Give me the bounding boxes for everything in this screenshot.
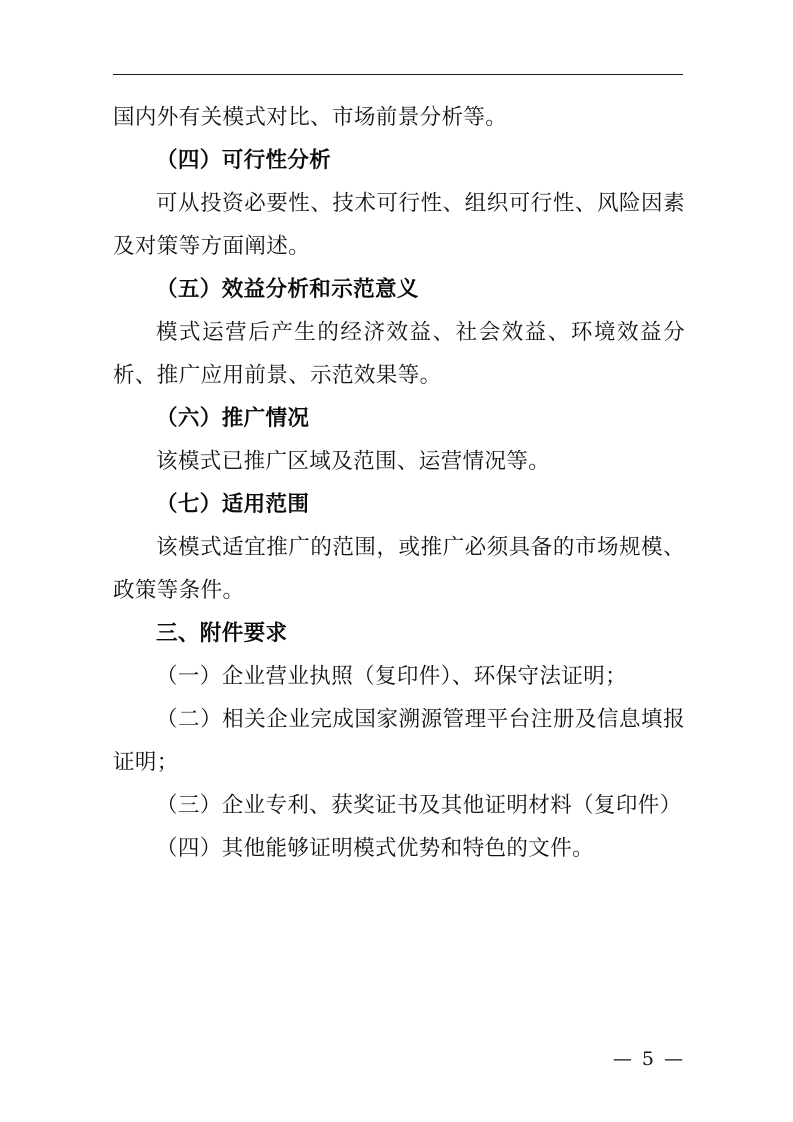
paragraph-attachment-item-2: （二）相关企业完成国家溯源管理平台注册及信息填报证明； — [113, 707, 685, 775]
paragraph-section-4: 可从投资必要性、技术可行性、组织可行性、风险因素及对策等方面阐述。 — [113, 191, 685, 259]
paragraph-section-5: 模式运营后产生的经济效益、社会效益、环境效益分析、推广应用前景、示范效果等。 — [113, 320, 685, 388]
document-body — [113, 96, 685, 870]
heading-section-5: （五）效益分析和示范意义 — [156, 277, 419, 302]
heading-attachment-requirements: 三、附件要求 — [156, 621, 288, 646]
paragraph-intro: 国内外有关模式对比、市场前景分析等。 — [113, 105, 508, 130]
paragraph-section-7: 该模式适宜推广的范围，或推广必须具备的市场规模、政策等条件。 — [113, 535, 685, 603]
paragraph-attachment-item-4: （四）其他能够证明模式优势和特色的文件。 — [156, 836, 595, 861]
paragraph-attachment-item-3: （三）企业专利、获奖证书及其他证明材料（复印件） — [156, 793, 682, 818]
paragraph-section-6: 该模式已推广区域及范围、运营情况等。 — [156, 449, 551, 474]
heading-section-7: （七）适用范围 — [156, 492, 310, 517]
page-number: — 5 — — [612, 1048, 685, 1070]
heading-section-6: （六）推广情况 — [156, 406, 310, 431]
paragraph-attachment-item-1: （一）企业营业执照（复印件）、环保守法证明； — [156, 664, 628, 689]
header-divider-line — [113, 74, 683, 75]
heading-section-4: （四）可行性分析 — [156, 148, 332, 173]
